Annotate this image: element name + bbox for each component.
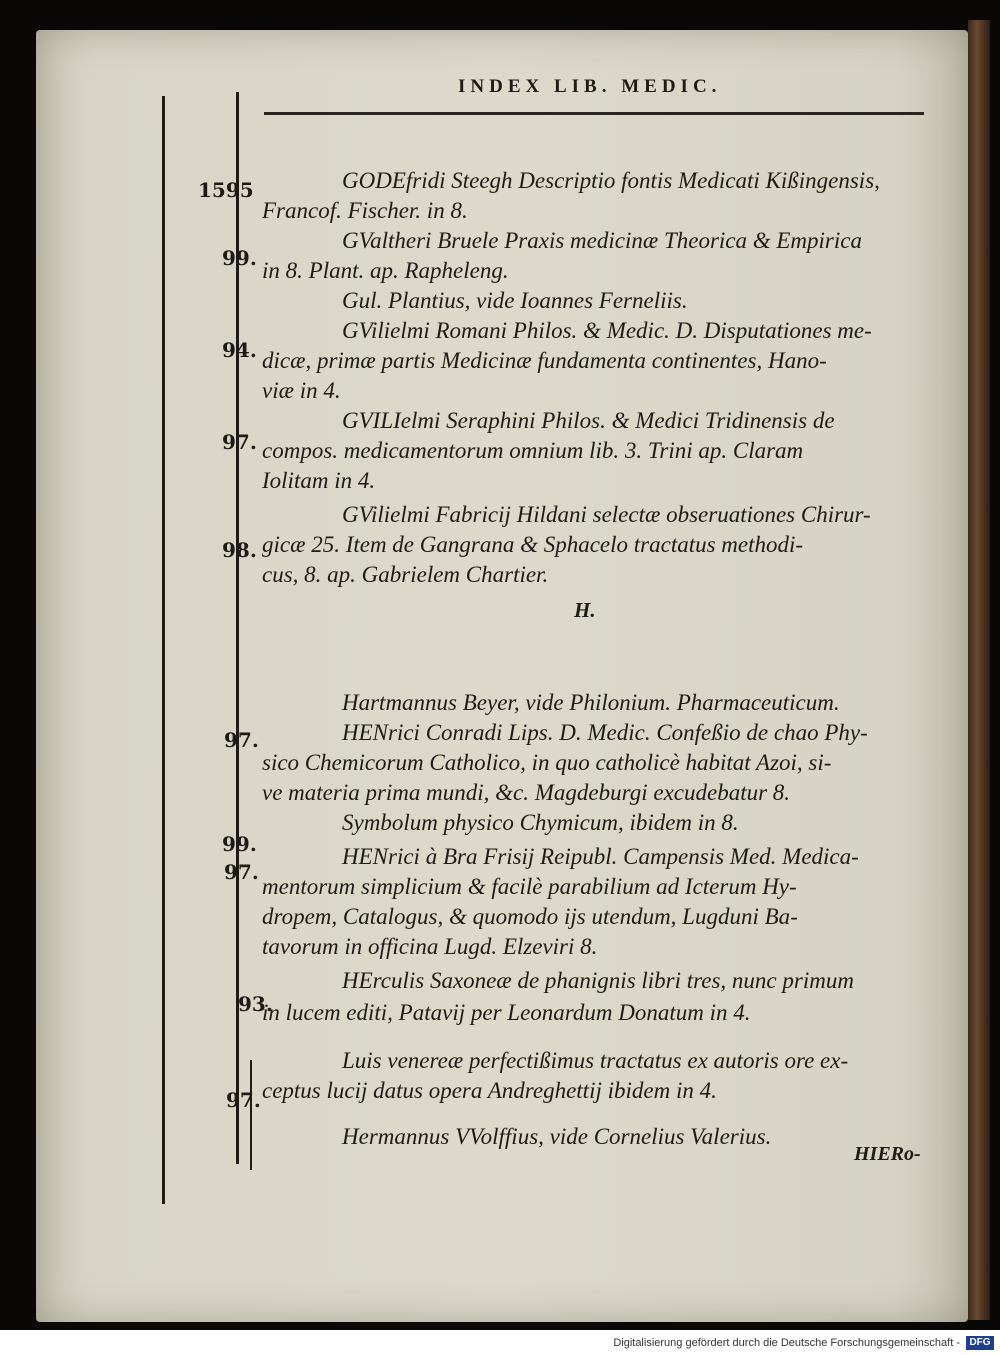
- text-line: in 8. Plant. ap. Rapheleng.: [262, 258, 509, 283]
- text-line: GODEfridi Steegh Descriptio fontis Medicati Kißingensis,: [342, 168, 880, 193]
- text-line: cus, 8. ap. Gabrielem Chartier.: [262, 562, 549, 587]
- text-line: HENrici à Bra Frisij Reipubl. Campensis Med. Medica-: [342, 844, 859, 869]
- text-line: ceptus lucij datus opera Andreghettij ibidem in 4.: [262, 1078, 717, 1103]
- margin-year: 94.: [222, 338, 257, 362]
- text-line: in lucem editi, Patavij per Leonardum Donatum in 4.: [262, 1000, 751, 1025]
- text-line: compos. medicamentorum omnium lib. 3. Trini ap. Claram: [262, 438, 804, 463]
- section-letter: H.: [574, 598, 596, 622]
- text-line: dicæ, primæ partis Medicinæ fundamenta continentes, Hano-: [262, 348, 827, 373]
- text-line: GValtheri Bruele Praxis medicinæ Theorica & Empirica: [342, 228, 862, 253]
- text-line: tavorum in officina Lugd. Elzeviri 8.: [262, 934, 598, 959]
- margin-year: 97.: [224, 860, 259, 884]
- text-line: GVILIelmi Seraphini Philos. & Medici Tridinensis de: [342, 408, 835, 433]
- text-line: gicæ 25. Item de Gangrana & Sphacelo tractatus methodi-: [262, 532, 804, 557]
- margin-year: 99.: [222, 832, 257, 856]
- margin-rule-left: [162, 96, 165, 1204]
- text-line: viæ in 4.: [262, 378, 341, 403]
- text-line: Hartmannus Beyer, vide Philonium. Pharmaceuticum.: [342, 690, 840, 715]
- text-line: HENrici Conradi Lips. D. Medic. Confeßio de chao Phy-: [342, 720, 868, 745]
- text-line: Luis venereæ perfectißimus tractatus ex autoris ore ex-: [342, 1048, 849, 1073]
- text-line: Symbolum physico Chymicum, ibidem in 8.: [342, 810, 739, 835]
- margin-year: 97.: [226, 1088, 261, 1112]
- text-line: dropem, Catalogus, & quomodo ijs utendum, Lugduni Ba-: [262, 904, 798, 929]
- dfg-logo: DFG: [966, 1336, 994, 1350]
- text-line: HErculis Saxoneæ de phanignis libri tres, nunc primum: [342, 968, 854, 993]
- text-line: sico Chemicorum Catholico, in quo catholicè habitat Azoi, si-: [262, 750, 832, 775]
- margin-year: 1595: [198, 178, 254, 202]
- margin-year: 97.: [224, 728, 259, 752]
- text-line: Hermannus VVolffius, vide Cornelius Valerius.: [342, 1124, 772, 1149]
- text-line: GVilielmi Romani Philos. & Medic. D. Disputationes me-: [342, 318, 872, 343]
- margin-year: 98.: [222, 538, 257, 562]
- text-line: ve materia prima mundi, &c. Magdeburgi excudebatur 8.: [262, 780, 791, 805]
- book-edge: [968, 20, 990, 1320]
- running-header: INDEX LIB. MEDIC.: [458, 76, 722, 97]
- text-line: mentorum simplicium & facilè parabilium ad Icterum Hy-: [262, 874, 797, 899]
- catchword: HIERo-: [854, 1143, 921, 1165]
- footer-bar: [0, 1330, 1000, 1355]
- text-line: Francof. Fischer. in 8.: [262, 198, 468, 223]
- text-line: GVilielmi Fabricij Hildani selectæ obseruationes Chirur-: [342, 502, 871, 527]
- text-line: Iolitam in 4.: [262, 468, 376, 493]
- text-line: Gul. Plantius, vide Ioannes Ferneliis.: [342, 288, 688, 313]
- margin-year: 97.: [222, 430, 257, 454]
- header-rule: [264, 112, 924, 115]
- margin-year: 93.: [238, 992, 273, 1016]
- margin-rule-stroke: [250, 1060, 252, 1170]
- margin-year: 99.: [222, 246, 257, 270]
- footer-credit: Digitalisierung gefördert durch die Deutsche Forschungsgemeinschaft -: [613, 1337, 960, 1349]
